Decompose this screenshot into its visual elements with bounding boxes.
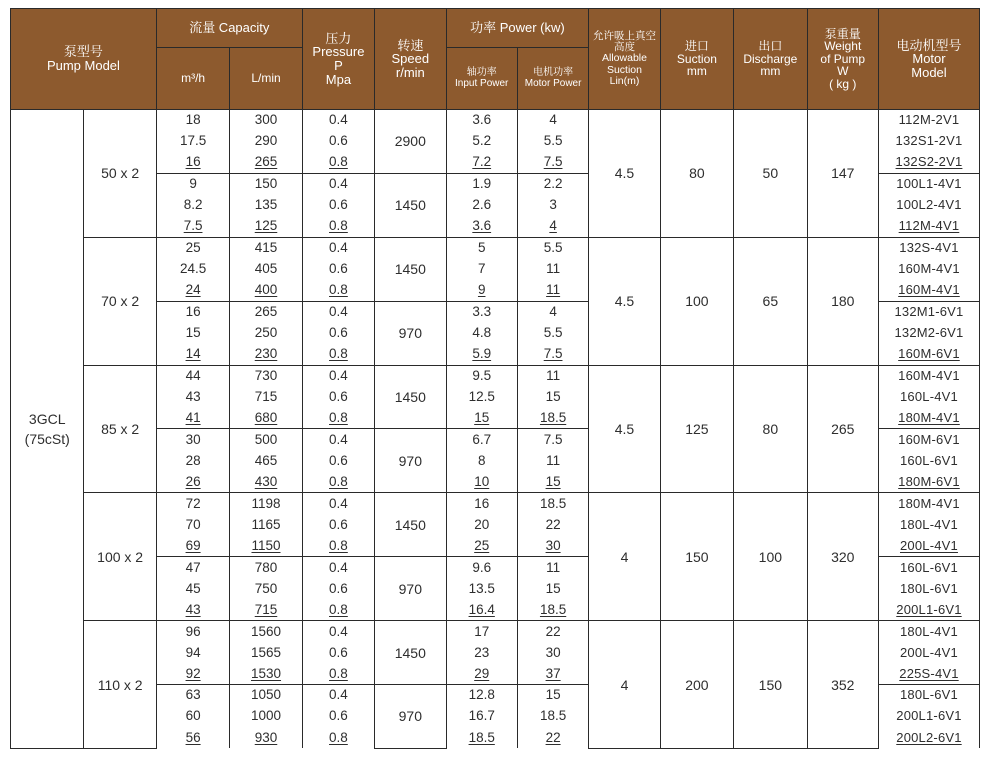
discharge-header-cn: 出口 [758,39,783,54]
input-power-cell: 7.2 [446,152,517,173]
motor-power-header [517,48,588,110]
discharge-cell: 150 [734,621,807,749]
suction-lift-cell: 4 [589,493,660,621]
capacity-lmin-cell: 405 [230,259,302,280]
capacity-m3h-cell: 41 [156,408,229,429]
capacity-lmin-cell: 300 [230,110,302,131]
motor-power-cell: 7.5 [517,344,588,365]
input-power-cell: 5.9 [446,344,517,365]
motor-model-cell: 180L-6V1 [878,685,979,706]
input-power-cell: 3.6 [446,216,517,237]
motor-power-cell: 15 [517,685,588,706]
speed-cell: 970 [375,685,446,749]
capacity-lmin-cell: 430 [230,472,302,493]
pressure-cell: 0.6 [302,131,374,152]
input-power-cell: 15 [446,408,517,429]
weight-header-unit: ( kg ) [829,76,857,91]
motor-model-cell: 132M2-6V1 [878,322,979,343]
input-power-cell: 8 [446,450,517,471]
suction-header-en: Suction [676,51,717,66]
input-power-cell: 12.8 [446,685,517,706]
capacity-m3h-cell: 8.2 [156,195,229,216]
table-row [11,365,980,386]
pressure-header-unit: Mpa [325,71,352,87]
capacity-lmin-cell: 1565 [230,642,302,663]
capacity-lmin-cell: 1000 [230,706,302,727]
table-row [11,621,980,642]
capacity-lmin-cell: 465 [230,450,302,471]
capacity-lmin-cell: 930 [230,727,302,748]
motor-power-cell: 7.5 [517,429,588,450]
motor-power-cell: 18.5 [517,493,588,514]
motor-model-cell: 180M-4V1 [878,408,979,429]
discharge-header-en: Discharge [743,51,798,66]
motor-model-cell: 132S1-2V1 [878,131,979,152]
discharge-header-unit: mm [760,64,781,79]
input-power-cell: 16 [446,493,517,514]
pump-series-name: 3GCL [28,410,66,427]
pump-spec-table [10,8,980,749]
suction-cell: 100 [660,237,733,365]
pressure-cell: 0.4 [302,365,374,386]
pressure-header-cn: 压力 [325,30,352,46]
suction-header-unit: mm [686,64,707,79]
weight-cell: 147 [807,110,878,238]
input-power-cell: 10 [446,472,517,493]
weight-header-symbol: W [837,64,849,79]
pressure-cell: 0.4 [302,301,374,322]
capacity-m3h-cell: 16 [156,152,229,173]
capacity-m3h-cell: 92 [156,663,229,684]
input-power-cell: 2.6 [446,195,517,216]
input-power-cell: 1.9 [446,173,517,194]
capacity-lmin-cell: 1530 [230,663,302,684]
input-power-cell: 18.5 [446,727,517,748]
motor-model-cell: 160M-6V1 [878,344,979,365]
pressure-cell: 0.4 [302,237,374,258]
pressure-cell: 0.6 [302,706,374,727]
motor-model-cell: 180L-4V1 [878,514,979,535]
input-power-cell: 16.7 [446,706,517,727]
motor-model-cell: 160M-4V1 [878,365,979,386]
input-power-cell: 9 [446,280,517,301]
capacity-lmin-cell: 1198 [230,493,302,514]
capacity-m3h-cell: 24 [156,280,229,301]
motor-power-cell: 7.5 [517,152,588,173]
input-power-cell: 7 [446,259,517,280]
pressure-header-symbol: P [334,58,343,73]
capacity-lmin-cell: 265 [230,152,302,173]
pressure-cell: 0.8 [302,152,374,173]
capacity-header: 流量 Capacity [156,9,302,48]
weight-cell: 320 [807,493,878,621]
discharge-header [734,9,807,110]
motor-model-header-cn: 电动机型号 [896,37,962,53]
capacity-m3h-cell: 24.5 [156,259,229,280]
pressure-cell: 0.6 [302,514,374,535]
input-power-cell: 29 [446,663,517,684]
pressure-cell: 0.4 [302,685,374,706]
speed-cell: 1450 [375,173,446,237]
discharge-cell: 50 [734,110,807,238]
motor-power-cell: 4 [517,301,588,322]
motor-power-cell: 15 [517,578,588,599]
capacity-lmin-cell: 730 [230,365,302,386]
pressure-cell: 0.8 [302,472,374,493]
capacity-lmin-cell: 265 [230,301,302,322]
pressure-cell: 0.4 [302,493,374,514]
motor-power-cell: 5.5 [517,237,588,258]
capacity-lmin-cell: 415 [230,237,302,258]
suction-lift-header-cn: 允许吸上真空高度 [592,30,656,54]
suction-lift-cell: 4.5 [589,237,660,365]
motor-model-header [878,9,979,110]
motor-power-cell: 11 [517,259,588,280]
pressure-cell: 0.8 [302,408,374,429]
capacity-m3h-cell: 30 [156,429,229,450]
motor-model-cell: 160M-4V1 [878,280,979,301]
motor-power-cell: 22 [517,621,588,642]
motor-model-cell: 132S2-2V1 [878,152,979,173]
capacity-m3h-cell: 14 [156,344,229,365]
motor-model-cell: 160M-6V1 [878,429,979,450]
pressure-cell: 0.4 [302,429,374,450]
pressure-header [302,9,374,110]
motor-power-cell: 18.5 [517,706,588,727]
pressure-cell: 0.4 [302,173,374,194]
input-power-cell: 4.8 [446,322,517,343]
capacity-m3h-cell: 60 [156,706,229,727]
suction-cell: 80 [660,110,733,238]
speed-header-en: Speed [391,51,430,67]
pressure-cell: 0.6 [302,195,374,216]
weight-header-en2: of Pump [820,51,866,66]
capacity-lmin-cell: 135 [230,195,302,216]
pressure-cell: 0.6 [302,450,374,471]
table-row [11,237,980,258]
capacity-lmin-cell: 1165 [230,514,302,535]
motor-power-cell: 11 [517,557,588,578]
motor-model-cell: 100L1-4V1 [878,173,979,194]
motor-model-cell: 160L-6V1 [878,450,979,471]
pressure-cell: 0.6 [302,386,374,407]
model-name-cell: 85 x 2 [84,365,156,493]
input-power-cell: 9.6 [446,557,517,578]
pressure-cell: 0.6 [302,259,374,280]
pump-model-header-en: Pump Model [46,58,120,73]
suction-lift-header-en3: Lin(m) [609,74,640,87]
suction-lift-header-en2: Suction [606,63,642,76]
capacity-lmin-cell: 1050 [230,685,302,706]
motor-power-cell: 5.5 [517,322,588,343]
motor-model-header-en1: Motor [912,51,946,67]
weight-cell: 180 [807,237,878,365]
speed-cell: 2900 [375,110,446,174]
motor-power-cell: 11 [517,450,588,471]
motor-power-cell: 22 [517,514,588,535]
capacity-lmin-cell: 150 [230,173,302,194]
capacity-m3h-cell: 43 [156,599,229,620]
capacity-lmin-cell: 1150 [230,535,302,556]
weight-header-cn: 泵重量 [824,26,861,41]
pressure-cell: 0.4 [302,621,374,642]
pressure-cell: 0.8 [302,535,374,556]
weight-header [807,9,878,110]
discharge-cell: 80 [734,365,807,493]
capacity-m3h-cell: 72 [156,493,229,514]
model-name-cell: 100 x 2 [84,493,156,621]
model-name-cell: 110 x 2 [84,621,156,749]
capacity-m3h-header: m³/h [156,48,229,110]
capacity-lmin-cell: 680 [230,408,302,429]
speed-cell: 1450 [375,365,446,429]
pump-model-header [11,9,157,110]
input-power-cell: 23 [446,642,517,663]
motor-power-header-cn: 电机功率 [533,67,574,78]
capacity-m3h-cell: 45 [156,578,229,599]
weight-cell: 265 [807,365,878,493]
motor-power-cell: 11 [517,365,588,386]
speed-cell: 970 [375,557,446,621]
capacity-lmin-cell: 230 [230,344,302,365]
input-power-cell: 3.6 [446,110,517,131]
input-power-cell: 25 [446,535,517,556]
capacity-lmin-cell: 400 [230,280,302,301]
speed-cell: 970 [375,301,446,365]
motor-power-cell: 37 [517,663,588,684]
pump-model-header-cn: 泵型号 [63,44,103,60]
suction-lift-cell: 4 [589,621,660,749]
input-power-cell: 5.2 [446,131,517,152]
motor-model-cell: 112M-4V1 [878,216,979,237]
motor-model-cell: 132S-4V1 [878,237,979,258]
capacity-m3h-cell: 16 [156,301,229,322]
speed-header-unit: r/min [395,64,425,80]
motor-model-cell: 200L-4V1 [878,642,979,663]
capacity-m3h-cell: 25 [156,237,229,258]
model-name-cell: 50 x 2 [84,110,156,238]
motor-power-cell: 5.5 [517,131,588,152]
input-power-cell: 6.7 [446,429,517,450]
motor-model-header-en2: Model [911,64,947,80]
pressure-cell: 0.4 [302,557,374,578]
pressure-cell: 0.4 [302,110,374,131]
capacity-m3h-cell: 26 [156,472,229,493]
motor-power-cell: 4 [517,110,588,131]
capacity-m3h-cell: 15 [156,322,229,343]
input-power-header-cn: 轴功率 [466,67,497,78]
motor-model-cell: 200L-4V1 [878,535,979,556]
motor-model-cell: 160L-4V1 [878,386,979,407]
pressure-cell: 0.8 [302,344,374,365]
pressure-cell: 0.6 [302,322,374,343]
capacity-lmin-cell: 1560 [230,621,302,642]
suction-lift-header [589,9,660,110]
capacity-lmin-cell: 780 [230,557,302,578]
motor-model-cell: 200L2-6V1 [878,727,979,748]
input-power-header [446,48,517,110]
capacity-lmin-cell: 715 [230,386,302,407]
suction-header-cn: 进口 [684,39,709,54]
speed-cell: 970 [375,429,446,493]
motor-power-cell: 18.5 [517,408,588,429]
motor-model-cell: 200L1-6V1 [878,599,979,620]
pump-spec-sheet [10,8,980,749]
motor-power-cell: 18.5 [517,599,588,620]
suction-lift-cell: 4.5 [589,110,660,238]
capacity-m3h-cell: 56 [156,727,229,748]
capacity-m3h-cell: 70 [156,514,229,535]
capacity-lmin-cell: 500 [230,429,302,450]
capacity-m3h-cell: 63 [156,685,229,706]
motor-power-header-en: Motor Power [524,77,582,89]
input-power-cell: 5 [446,237,517,258]
speed-cell: 1450 [375,493,446,557]
capacity-lmin-cell: 125 [230,216,302,237]
motor-model-cell: 180M-6V1 [878,472,979,493]
pressure-header-en: Pressure [312,44,365,60]
capacity-lmin-cell: 250 [230,322,302,343]
motor-power-cell: 15 [517,386,588,407]
model-name-cell: 70 x 2 [84,237,156,365]
pressure-cell: 0.6 [302,642,374,663]
weight-cell: 352 [807,621,878,749]
motor-model-cell: 160L-6V1 [878,557,979,578]
pump-series-cell [11,110,84,749]
capacity-m3h-cell: 9 [156,173,229,194]
motor-power-cell: 15 [517,472,588,493]
motor-power-cell: 4 [517,216,588,237]
discharge-cell: 100 [734,493,807,621]
motor-model-cell: 180L-4V1 [878,621,979,642]
capacity-lmin-cell: 715 [230,599,302,620]
capacity-lmin-header: L/min [230,48,302,110]
speed-cell: 1450 [375,621,446,685]
pump-series-viscosity: (75cSt) [24,430,70,447]
motor-model-cell: 200L1-6V1 [878,706,979,727]
capacity-lmin-cell: 750 [230,578,302,599]
capacity-lmin-cell: 290 [230,131,302,152]
motor-model-cell: 132M1-6V1 [878,301,979,322]
table-header [11,9,980,110]
motor-model-cell: 112M-2V1 [878,110,979,131]
pressure-cell: 0.8 [302,216,374,237]
power-header: 功率 Power (kw) [446,9,589,48]
motor-power-cell: 22 [517,727,588,748]
motor-model-cell: 180M-4V1 [878,493,979,514]
capacity-m3h-cell: 44 [156,365,229,386]
discharge-cell: 65 [734,237,807,365]
capacity-m3h-cell: 18 [156,110,229,131]
suction-header [660,9,733,110]
suction-cell: 200 [660,621,733,749]
input-power-cell: 3.3 [446,301,517,322]
pressure-cell: 0.8 [302,599,374,620]
motor-model-cell: 225S-4V1 [878,663,979,684]
pressure-cell: 0.8 [302,727,374,748]
capacity-m3h-cell: 43 [156,386,229,407]
capacity-m3h-cell: 47 [156,557,229,578]
capacity-m3h-cell: 94 [156,642,229,663]
capacity-m3h-cell: 7.5 [156,216,229,237]
suction-lift-cell: 4.5 [589,365,660,493]
suction-cell: 125 [660,365,733,493]
motor-model-cell: 180L-6V1 [878,578,979,599]
motor-power-cell: 30 [517,535,588,556]
weight-header-en1: Weight [824,39,862,54]
capacity-m3h-cell: 28 [156,450,229,471]
speed-header-cn: 转速 [397,37,424,53]
motor-power-cell: 3 [517,195,588,216]
suction-lift-header-en1: Allowable [602,52,647,65]
speed-header [375,9,446,110]
motor-power-cell: 2.2 [517,173,588,194]
input-power-header-en: Input Power [455,77,509,89]
input-power-cell: 12.5 [446,386,517,407]
input-power-cell: 13.5 [446,578,517,599]
input-power-cell: 20 [446,514,517,535]
suction-cell: 150 [660,493,733,621]
speed-cell: 1450 [375,237,446,301]
capacity-m3h-cell: 96 [156,621,229,642]
pressure-cell: 0.6 [302,578,374,599]
motor-model-cell: 160M-4V1 [878,259,979,280]
pressure-cell: 0.8 [302,663,374,684]
motor-power-cell: 30 [517,642,588,663]
capacity-m3h-cell: 17.5 [156,131,229,152]
motor-model-cell: 100L2-4V1 [878,195,979,216]
input-power-cell: 16.4 [446,599,517,620]
table-row [11,493,980,514]
input-power-cell: 17 [446,621,517,642]
table-row [11,110,980,131]
pressure-cell: 0.8 [302,280,374,301]
table-body [11,110,980,749]
motor-power-cell: 11 [517,280,588,301]
input-power-cell: 9.5 [446,365,517,386]
capacity-m3h-cell: 69 [156,535,229,556]
